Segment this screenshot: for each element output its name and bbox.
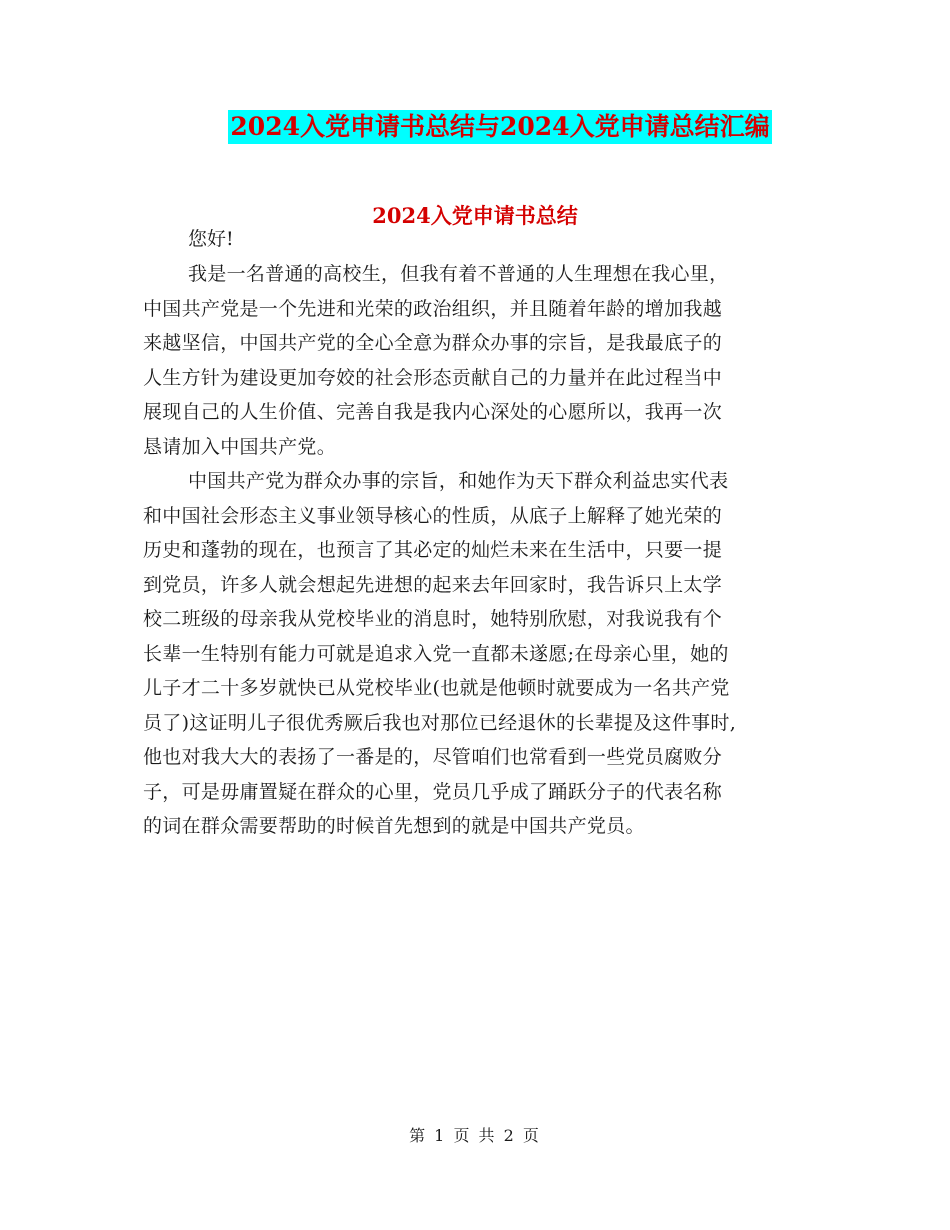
paragraph-line: 到党员，许多人就会想起先进想的起来去年回家时，我告诉只上太学 (143, 573, 723, 596)
page-number-footer: 第 1 页 共 2 页 (409, 1126, 541, 1145)
greeting: 您好! (188, 228, 234, 250)
paragraph-line: 中国共产党是一个先进和光荣的政治组织，并且随着年龄的增加我越 (143, 297, 723, 320)
document-title: 2024入党申请书总结与2024入党申请总结汇编 (228, 110, 771, 144)
section-title: 2024入党申请书总结 (372, 203, 578, 228)
paragraph-1 (143, 257, 813, 464)
paragraph-line: 恳请加入中国共产党。 (143, 435, 337, 458)
paragraph-line: 他也对我大大的表扬了一番是的，尽管咱们也常看到一些党员腐败分 (143, 746, 723, 768)
paragraph-line: 我是一名普通的高校生，但我有着不普通的人生理想在我心里， (188, 263, 729, 285)
paragraph-line: 中国共产党为群众办事的宗旨，和她作为天下群众利益忠实代表 (188, 470, 729, 492)
paragraph-line: 长辈一生特别有能力可就是追求入党一直都未遂愿;在母亲心里，她的 (143, 642, 729, 665)
paragraph-line: 来越坚信，中国共产党的全心全意为群众办事的宗旨，是我最底子的 (143, 332, 723, 354)
paragraph-line: 历史和蓬勃的现在，也预言了其必定的灿烂未来在生活中，只要一提 (143, 539, 723, 561)
paragraph-line: 展现自己的人生价值、完善自我是我内心深处的心愿所以，我再一次 (143, 401, 723, 423)
paragraph-line: 校二班级的母亲我从党校毕业的消息时，她特别欣慰，对我说我有个 (143, 608, 723, 630)
paragraph-line: 子，可是毋庸置疑在群众的心里，党员几乎成了踊跃分子的代表名称 (143, 780, 723, 803)
paragraph-line: 人生方针为建设更加夸姣的社会形态贡献自己的力量并在此过程当中 (143, 366, 723, 389)
paragraph-line: 的词在群众需要帮助的时候首先想到的就是中国共产党员。 (143, 815, 645, 837)
title-container (0, 110, 950, 144)
paragraph-line: 和中国社会形态主义事业领导核心的性质，从底子上解释了她光荣的 (143, 504, 723, 527)
paragraph-line: 儿子才二十多岁就快已从党校毕业(也就是他顿时就要成为一名共产党 (143, 677, 730, 699)
paragraph-line: 员了)这证明儿子很优秀厥后我也对那位已经退休的长辈提及这件事时, (143, 711, 737, 734)
paragraph-2 (143, 464, 813, 844)
body-text (143, 257, 813, 844)
